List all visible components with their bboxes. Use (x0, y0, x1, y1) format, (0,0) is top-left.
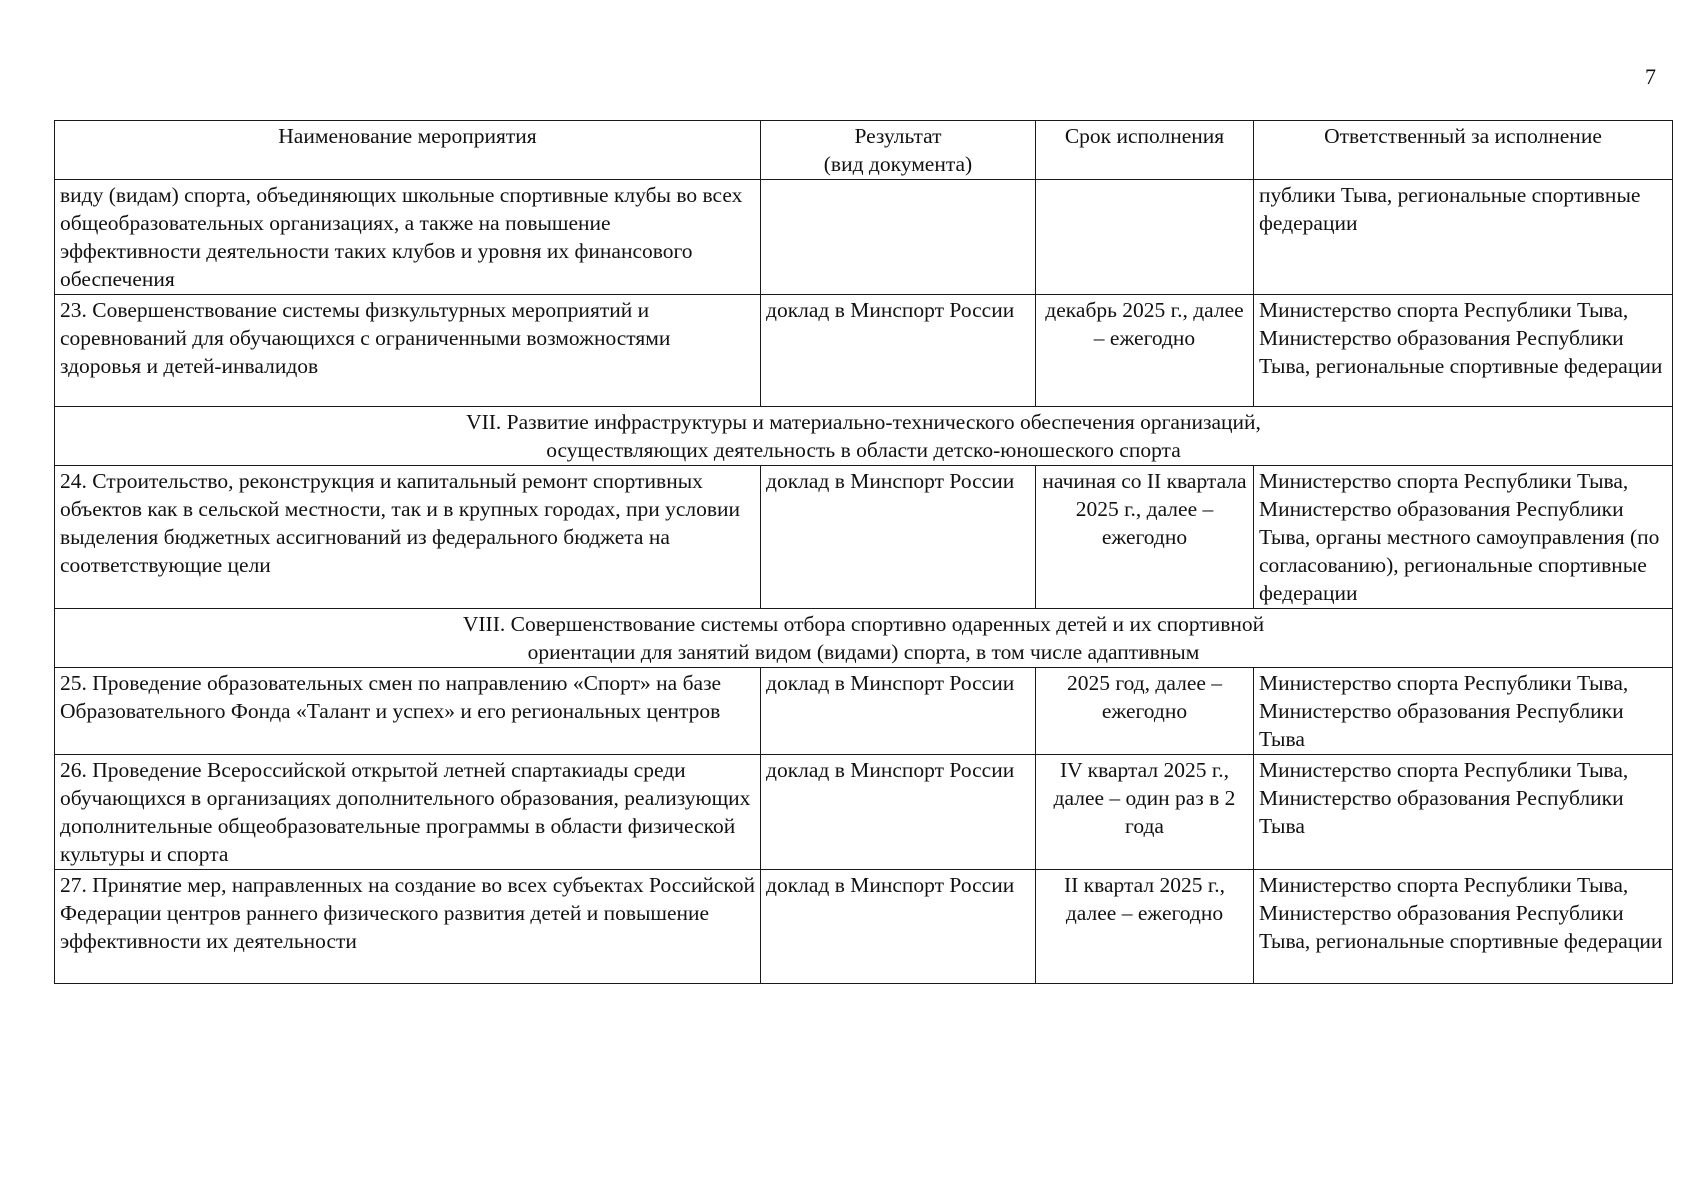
section-heading-row (55, 609, 1673, 668)
table-header-row (55, 121, 1673, 180)
result-cell: доклад в Минспорт России (761, 295, 1036, 407)
responsible-cell: Министерство спорта Республики Тыва, Министерство образования Республики Тыва (1254, 755, 1673, 870)
event-cell: 27. Принятие мер, направленных на создание во всех субъектах Российской Федерации центров раннего физического развития детей и повышение эффективности их деятельности (55, 870, 761, 984)
table-row (55, 295, 1673, 407)
header-result: Результат (вид документа) (761, 121, 1036, 180)
deadline-cell: IV квартал 2025 г., далее – один раз в 2 года (1036, 755, 1254, 870)
responsible-cell: Министерство спорта Республики Тыва, Министерство образования Республики Тыва, региональные спортивные федерации (1254, 295, 1673, 407)
responsible-cell: Министерство спорта Республики Тыва, Министерство образования Республики Тыва, органы местного самоуправления (по согласованию), региональные спортивные федерации (1254, 466, 1673, 609)
page-number: 7 (1645, 64, 1656, 89)
result-cell: доклад в Минспорт России (761, 668, 1036, 755)
header-responsible: Ответственный за исполнение (1254, 121, 1673, 180)
deadline-cell (1036, 180, 1254, 295)
result-cell: доклад в Минспорт России (761, 755, 1036, 870)
responsible-cell: Министерство спорта Республики Тыва, Министерство образования Республики Тыва (1254, 668, 1673, 755)
deadline-cell: начиная со II квартала 2025 г., далее – ежегодно (1036, 466, 1254, 609)
table-row (55, 180, 1673, 295)
table-row (55, 466, 1673, 609)
event-cell: 24. Строительство, реконструкция и капитальный ремонт спортивных объектов как в сельской местности, так и в крупных городах, при условии выделения бюджетных ассигнований из федерального бюджета на соответствующие цели (55, 466, 761, 609)
event-cell: 26. Проведение Всероссийской открытой летней спартакиады среди обучающихся в организациях дополнительного образования, реализующих дополнительные общеобразовательные программы в области физической культуры и спорта (55, 755, 761, 870)
table-row (55, 668, 1673, 755)
table-row (55, 870, 1673, 984)
event-cell: виду (видам) спорта, объединяющих школьные спортивные клубы во всех общеобразовательных организациях, а также на повышение эффективности деятельности таких клубов и уровня их финансового обеспечения (55, 180, 761, 295)
section-heading-vii: VII. Развитие инфраструктуры и материально-технического обеспечения организаций, осуществляющих деятельность в области детско-юношеского спорта (55, 407, 1673, 466)
result-cell: доклад в Минспорт России (761, 870, 1036, 984)
section-heading-row (55, 407, 1673, 466)
event-cell: 23. Совершенствование системы физкультурных мероприятий и соревнований для обучающихся с ограниченными возможностями здоровья и детей-инвалидов (55, 295, 761, 407)
table-row (55, 755, 1673, 870)
responsible-cell: Министерство спорта Республики Тыва, Министерство образования Республики Тыва, региональные спортивные федерации (1254, 870, 1673, 984)
result-cell (761, 180, 1036, 295)
header-event-name: Наименование мероприятия (55, 121, 761, 180)
header-deadline: Срок исполнения (1036, 121, 1254, 180)
responsible-cell: публики Тыва, региональные спортивные федерации (1254, 180, 1673, 295)
deadline-cell: 2025 год, далее – ежегодно (1036, 668, 1254, 755)
result-cell: доклад в Минспорт России (761, 466, 1036, 609)
section-heading-viii: VIII. Совершенствование системы отбора спортивно одаренных детей и их спортивной ориентации для занятий видом (видами) спорта, в том числе адаптивным (55, 609, 1673, 668)
deadline-cell: декабрь 2025 г., далее – ежегодно (1036, 295, 1254, 407)
event-cell: 25. Проведение образовательных смен по направлению «Спорт» на базе Образовательного Фонда «Талант и успех» и его региональных центров (55, 668, 761, 755)
action-plan-table (54, 120, 1673, 984)
deadline-cell: II квартал 2025 г., далее – ежегодно (1036, 870, 1254, 984)
